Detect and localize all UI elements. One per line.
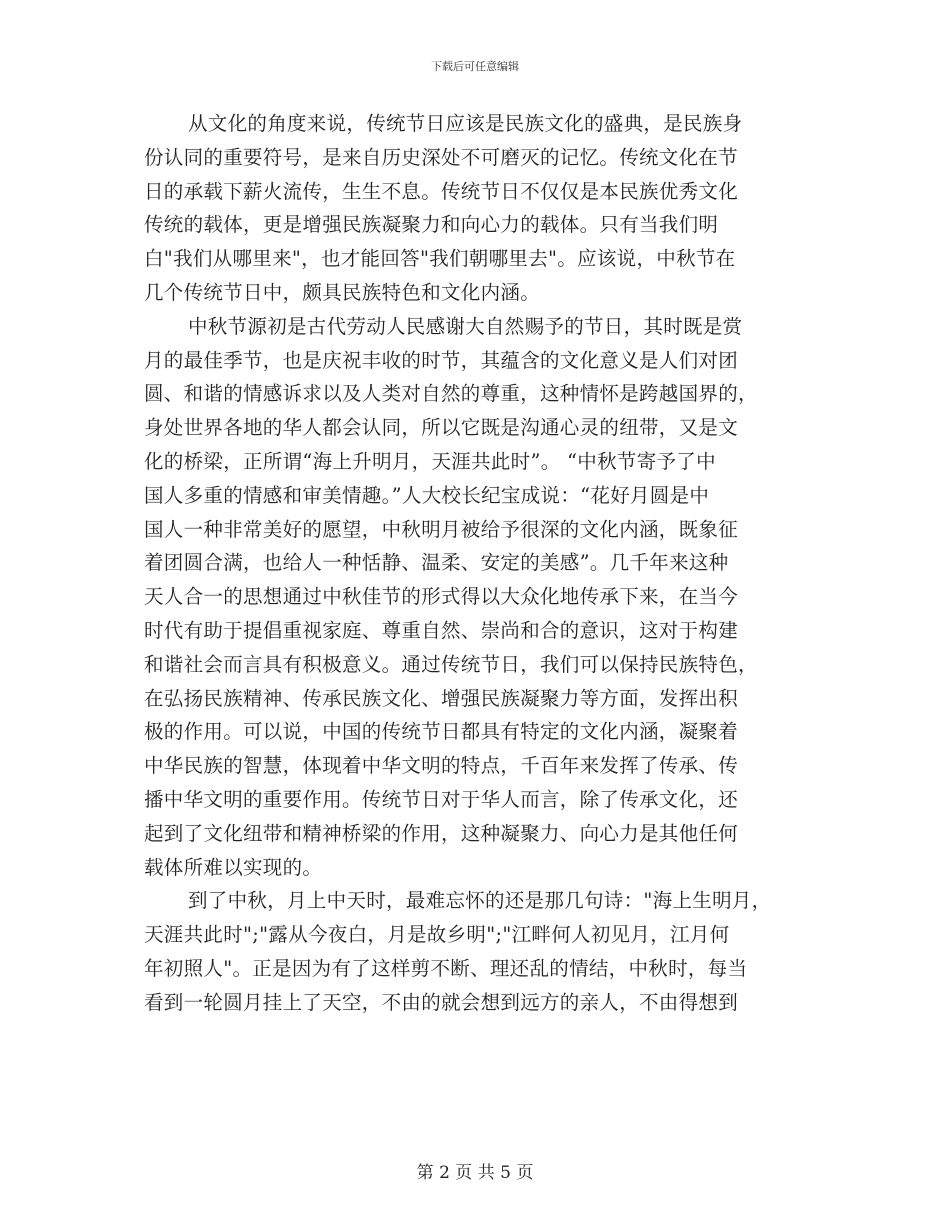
paragraph-line: 传统的载体，更是增强民族凝聚力和向心力的载体。只有当我们明 [144,213,719,237]
paragraph-line: 份认同的重要符号，是来自历史深处不可磨灭的记忆。传统文化在节 [144,145,739,169]
paragraph-3 [144,884,804,1019]
page-header: 下载后可任意编辑 [431,60,519,73]
paragraph-line: 日的承载下薪火流传，生生不息。传统节日不仅仅是本民族优秀文化 [144,179,739,203]
paragraph-line: 化的桥梁，正所谓“海上升明月，天涯共此时”。 “中秋节寄予了中 [144,449,716,473]
paragraph-line: 天涯共此时";"露从今夜白，月是故乡明";"江畔何人初见月，江月何 [144,923,730,947]
paragraph-line: 月的最佳季节，也是庆祝丰收的时节，其蕴含的文化意义是人们对团 [144,348,739,372]
paragraph-line: 圆、和谐的情感诉求以及人类对自然的尊重，这种情怀是跨越国界的， [144,382,758,406]
paragraph-line: 中华民族的智慧，体现着中华文明的特点，千百年来发挥了传承、传 [144,754,739,778]
paragraph-line: 着团圆合满，也给人一种恬静、温柔、安定的美感”。几千年来这种 [144,551,729,575]
paragraph-1 [144,107,804,310]
paragraph-line: 几个传统节日中，颇具民族特色和文化内涵。 [144,280,541,304]
paragraph-line: 国人一种非常美好的愿望，中秋明月被给予很深的文化内涵，既象征 [144,517,739,541]
paragraph-line: 到了中秋，月上中天时，最难忘怀的还是那几句诗："海上生明月， [188,889,772,913]
paragraph-line: 中秋节源初是古代劳动人民感谢大自然赐予的节日，其时既是赏 [188,314,743,338]
paragraph-line: 播中华文明的重要作用。传统节日对于华人而言，除了传承文化，还 [144,787,739,811]
paragraph-line: 白"我们从哪里来"，也才能回答"我们朝哪里去"。应该说，中秋节在 [144,247,736,271]
page-number-footer: 第 2 页 共 5 页 [416,1163,534,1183]
paragraph-2 [144,310,804,885]
paragraph-line: 时代有助于提倡重视家庭、尊重自然、崇尚和合的意识，这对于构建 [144,618,739,642]
paragraph-line: 载体所难以实现的。 [144,855,323,879]
paragraph-line: 身处世界各地的华人都会认同，所以它既是沟通心灵的纽带，又是文 [144,416,739,440]
paragraph-line: 极的作用。可以说，中国的传统节日都具有特定的文化内涵，凝聚着 [144,720,739,744]
paragraph-line: 和谐社会而言具有积极意义。通过传统节日，我们可以保持民族特色， [144,652,758,676]
paragraph-line: 起到了文化纽带和精神桥梁的作用，这种凝聚力、向心力是其他任何 [144,821,739,845]
paragraph-line: 国人多重的情感和审美情趣。”人大校长纪宝成说：“花好月圆是中 [144,483,710,507]
paragraph-line: 看到一轮圆月挂上了天空，不由的就会想到远方的亲人，不由得想到 [144,990,739,1014]
paragraph-line: 天人合一的思想通过中秋佳节的形式得以大众化地传承下来，在当今 [144,585,739,609]
document-body [144,107,804,1020]
paragraph-line: 从文化的角度来说，传统节日应该是民族文化的盛典，是民族身 [188,112,743,135]
paragraph-line: 年初照人"。正是因为有了这样剪不断、理还乱的情结，中秋时，每当 [144,956,748,980]
paragraph-line: 在弘扬民族精神、传承民族文化、增强民族凝聚力等方面，发挥出积 [144,686,739,710]
